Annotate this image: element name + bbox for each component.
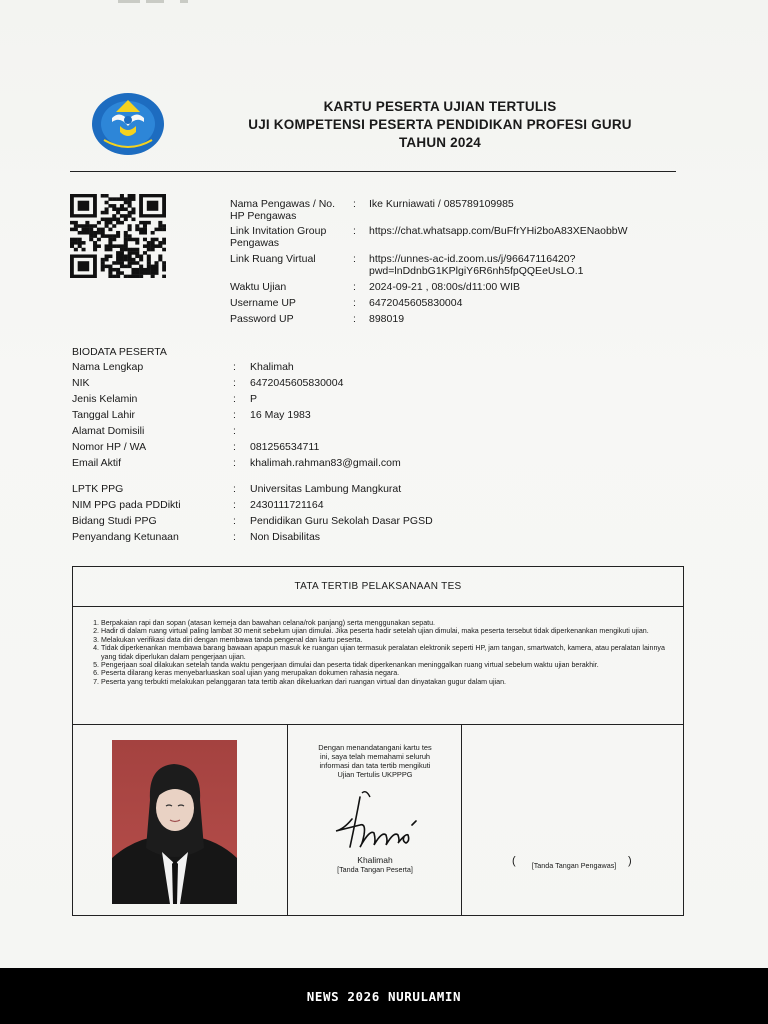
virtual-room-link[interactable] <box>369 253 584 277</box>
info-value: 6472045605830004 <box>369 297 463 309</box>
info-label: Username UP <box>230 297 296 309</box>
info-label: Password UP <box>230 313 294 325</box>
participant-name: Khalimah <box>357 855 393 865</box>
colon: : <box>233 499 236 511</box>
qr-code <box>70 194 166 278</box>
scan-artifact <box>118 0 188 4</box>
colon: : <box>233 441 236 453</box>
colon: : <box>353 225 356 237</box>
participant-signature-cell <box>288 725 462 915</box>
signature-row <box>73 725 683 915</box>
rule-item: 4. Tidak diperkenankan membawa barang bawaan apapun masuk ke ruangan ujian termasuk peralatan elektronik seperti HP, jam tangan, smartwatch, kamera, atau peralatan lainnya yang tidak diperlukan dalam pengerjaan ujian. <box>101 644 679 661</box>
declaration-line: ini, saya telah memahami seluruh <box>319 752 431 761</box>
declaration-line: Dengan menandatangani kartu tes <box>318 743 432 752</box>
biodata-value: 2430111721164 <box>250 499 324 511</box>
biodata-value: Non Disabilitas <box>250 531 321 543</box>
biodata-label: Tanggal Lahir <box>72 409 136 421</box>
biodata-label: Penyandang Ketunaan <box>72 531 179 543</box>
biodata-label: Jenis Kelamin <box>72 393 138 405</box>
colon: : <box>233 531 236 543</box>
rules-title: TATA TERTIB PELAKSANAAN TES <box>73 567 683 607</box>
biodata-label: Email Aktif <box>72 457 122 469</box>
info-label: Link Ruang Virtual <box>230 253 316 265</box>
header-title: KARTU PESERTA UJIAN TERTULIS <box>323 99 557 114</box>
declaration-line: Ujian Tertulis UKPPPG <box>337 770 413 779</box>
biodata-label: NIK <box>72 377 90 389</box>
info-label: Link Invitation Group Pengawas <box>230 225 327 249</box>
participant-signature-caption: [Tanda Tangan Peserta] <box>337 865 413 874</box>
biodata-value: 6472045605830004 <box>250 377 344 389</box>
group-link[interactable]: https://chat.whatsapp.com/BuFfrYHi2boA83XENaobbW <box>369 225 628 237</box>
colon: : <box>233 409 236 421</box>
biodata-label: Alamat Domisili <box>72 425 145 437</box>
virtual-room-link-line2[interactable]: pwd=lnDdnbG1KPlgiY6R6nh5fpQQEeUsLO.1 <box>369 265 584 277</box>
close-paren: ) <box>628 855 632 867</box>
colon: : <box>353 297 356 309</box>
header-year: TAHUN 2024 <box>398 135 482 150</box>
header-subtitle: UJI KOMPETENSI PESERTA PENDIDIKAN PROFESI GURU <box>248 117 632 132</box>
biodata-value: Khalimah <box>250 361 294 373</box>
rule-item: 1. Berpakaian rapi dan sopan (atasan kemeja dan bawahan celana/rok panjang) serta menggunakan sepatu. <box>101 619 679 627</box>
biodata-label: Bidang Studi PPG <box>72 515 157 527</box>
supervisor-signature-cell <box>462 725 685 915</box>
biodata-value: 16 May 1983 <box>250 409 311 421</box>
rules-list <box>91 619 679 686</box>
colon: : <box>353 313 356 325</box>
header-divider <box>70 171 676 172</box>
rule-item: 3. Melakukan verifikasi data diri dengan membawa tanda pengenal dan kartu peserta. <box>101 636 679 644</box>
biodata-value: khalimah.rahman83@gmail.com <box>250 457 401 469</box>
biodata-value: P <box>250 393 258 405</box>
colon: : <box>233 515 236 527</box>
biodata-label: LPTK PPG <box>72 483 124 495</box>
footer-watermark-text: NEWS 2026 NURULAMIN <box>306 989 462 1004</box>
colon: : <box>233 425 236 437</box>
info-value: 2024-09-21 , 08:00s/d11:00 WIB <box>369 281 520 293</box>
rules-table <box>72 566 684 916</box>
tut-wuri-handayani-logo <box>90 92 166 156</box>
colon: : <box>233 457 236 469</box>
rule-item: 6. Peserta dilarang keras menyebarluaskan soal ujian yang merupakan dokumen rahasia negara. <box>101 669 679 677</box>
colon: : <box>233 361 236 373</box>
biodata-label: NIM PPG pada PDDikti <box>72 499 181 511</box>
virtual-room-link-line1[interactable]: https://unnes-ac-id.zoom.us/j/96647116420? <box>369 253 576 265</box>
rules-body <box>73 607 683 725</box>
colon: : <box>233 483 236 495</box>
colon: : <box>353 253 356 265</box>
participant-photo <box>112 740 237 904</box>
biodata-label: Nama Lengkap <box>72 361 144 373</box>
rule-item: 2. Hadir di dalam ruang virtual paling lambat 30 menit sebelum ujian dimulai. Jika peserta hadir setelah ujian dimulai, maka peserta tersebut tidak diperkenankan mengikuti ujian. <box>101 627 679 635</box>
colon: : <box>353 198 356 210</box>
info-label: Nama Pengawas / No. HP Pengawas <box>230 198 336 222</box>
declaration-text <box>300 743 450 779</box>
card-header <box>230 98 650 152</box>
colon: : <box>353 281 356 293</box>
rule-item: 5. Pengerjaan soal dilakukan setelah tanda waktu pengerjaan dimulai dan peserta tidak diperkenankan meninggalkan ruang virtual sebelum waktu ujian berakhir. <box>101 661 679 669</box>
biodata-label: Nomor HP / WA <box>72 441 147 453</box>
colon: : <box>233 377 236 389</box>
footer-bar <box>0 968 768 1024</box>
biodata-value: Universitas Lambung Mangkurat <box>250 483 402 495</box>
open-paren: ( <box>512 855 516 867</box>
supervisor-signature-caption: [Tanda Tangan Pengawas] <box>531 861 617 870</box>
participant-signature <box>330 789 420 855</box>
biodata-value: 081256534711 <box>250 441 320 453</box>
colon: : <box>233 393 236 405</box>
info-value: 898019 <box>369 313 405 325</box>
info-value: Ike Kurniawati / 085789109985 <box>369 198 514 210</box>
declaration-line: informasi dan tata tertib mengikuti <box>319 761 431 770</box>
info-label: Waktu Ujian <box>230 281 287 293</box>
biodata-value: Pendidikan Guru Sekolah Dasar PGSD <box>250 515 433 527</box>
photo-cell <box>73 725 288 915</box>
rule-item: 7. Peserta yang terbukti melakukan pelanggaran tata tertib akan dikeluarkan dari ruangan virtual dan dinyatakan gugur dalam ujian. <box>101 678 679 686</box>
biodata-title: BIODATA PESERTA <box>72 346 167 358</box>
